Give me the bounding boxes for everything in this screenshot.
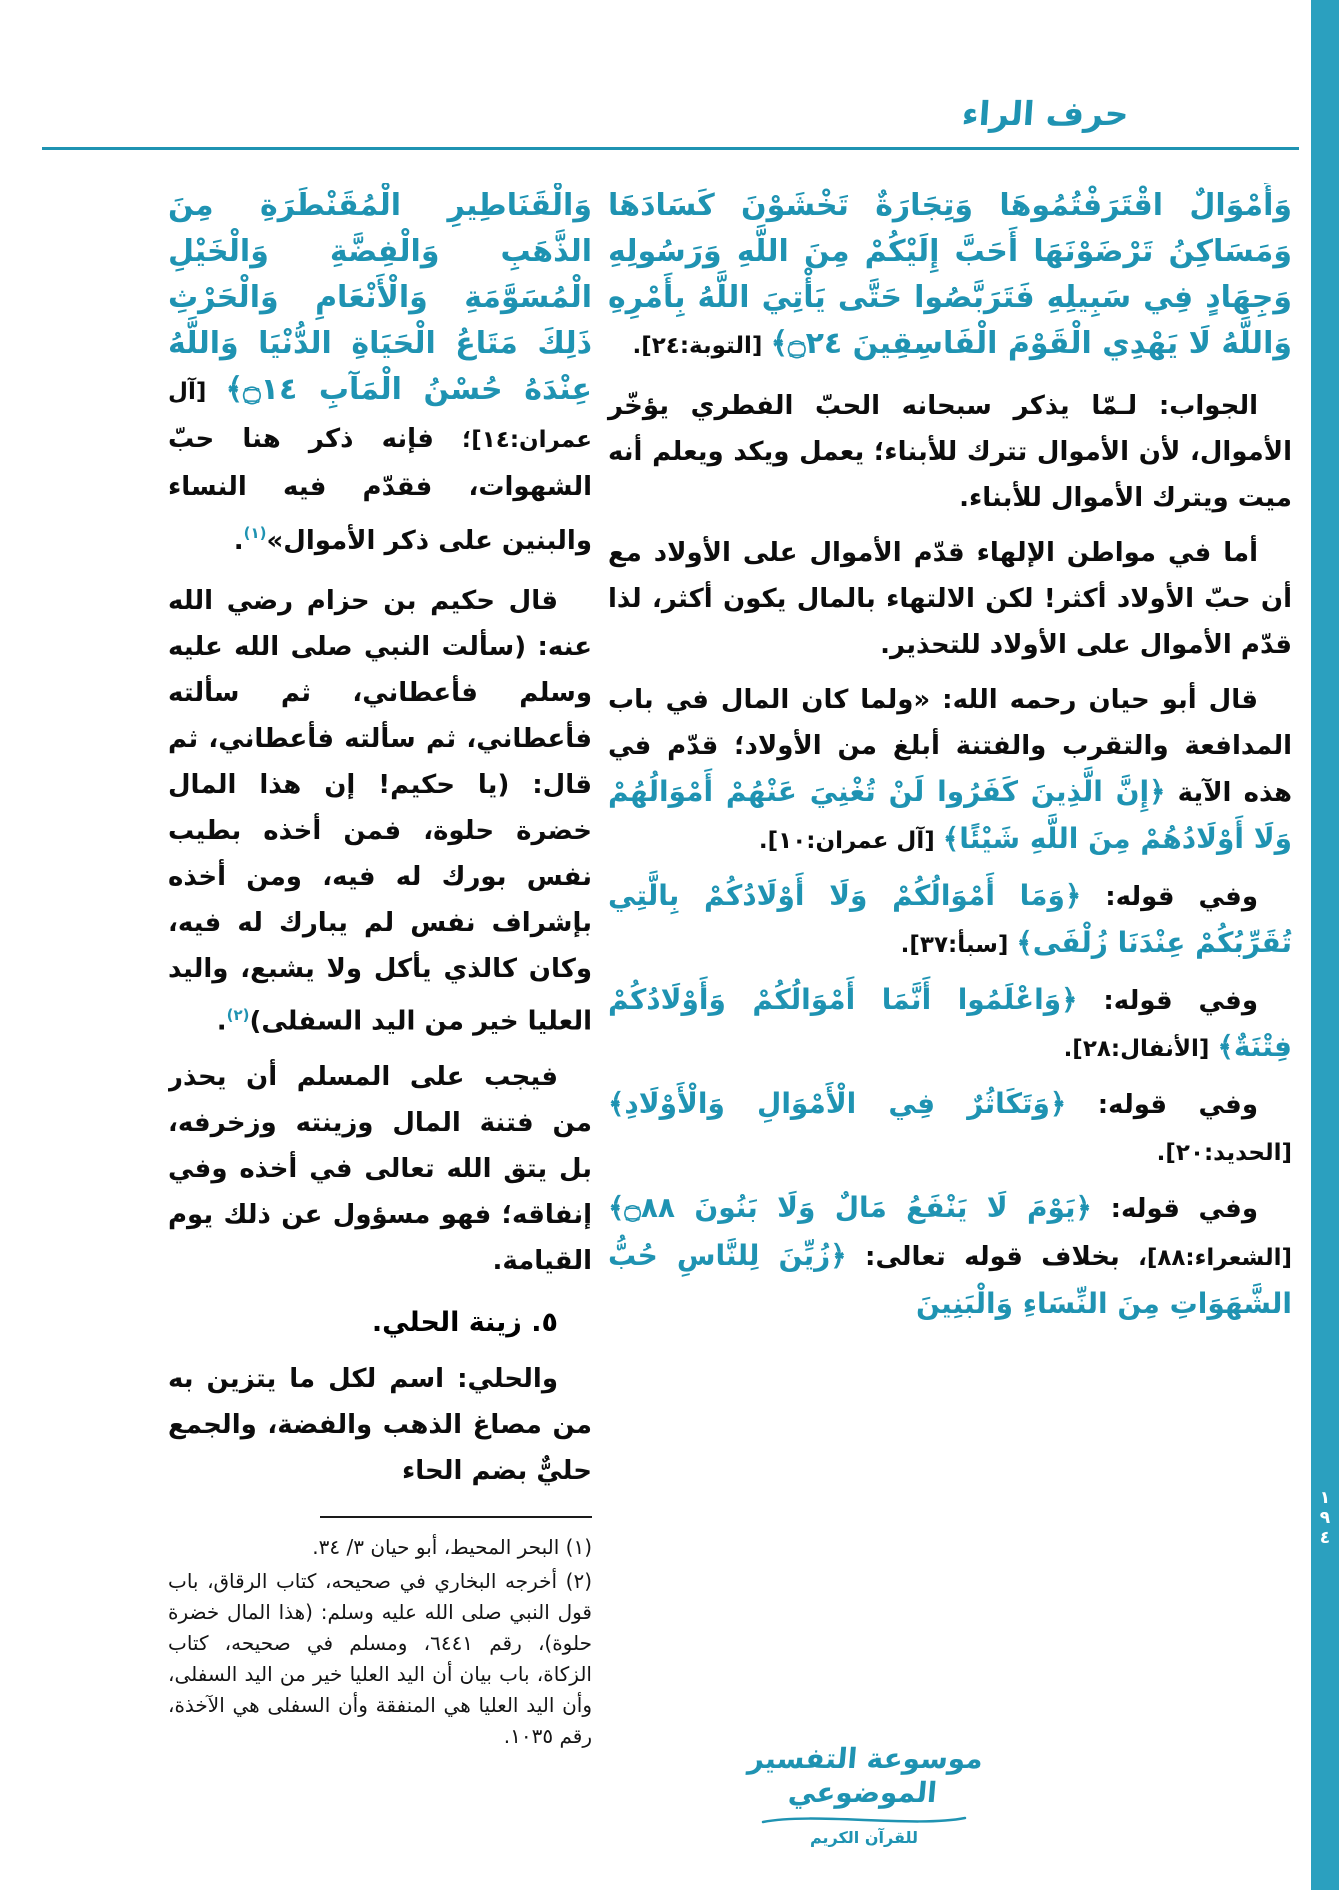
quran-verse-text: ﴿وَاعْلَمُوا أَنَّمَا أَمْوَالُكُمْ وَأَوْلَادُكُمْ فِتْنَةٌ﴾ <box>608 983 1292 1063</box>
paragraph <box>608 677 1292 864</box>
side-strip <box>1311 0 1339 1890</box>
quran-verse-block <box>608 183 1292 369</box>
calligraphy-flourish <box>759 1812 969 1826</box>
body-text: قال حكيم بن حزام رضي الله عنه: (سألت النبي صلى الله عليه وسلم فأعطاني، ثم سألته فأعطاني، ثم سألته فأعطاني، ثم قال: (يا حكيم! إن هذا المال خضرة حلوة، فمن أخذه بطيب نفس بورك له فيه، ومن أخذه بإشراف نفس لم يبارك له فيه، وكان كالذي يأكل ولا يشبع، واليد العليا خير من اليد السفلى) <box>168 586 592 1037</box>
body-text: (٢) أخرجه البخاري في صحيحه، كتاب الرقاق، باب قول النبي صلى الله عليه وسلم: (هذا المال خضرة حلوة)، رقم ٦٤٤١، ومسلم في صحيحه، كتاب الزكاة، باب بيان أن اليد العليا خير من اليد السفلى، وأن اليد العليا هي المنفقة وأن السفلى هي الآخذة، رقم ١٠٣٥. <box>168 1568 592 1748</box>
paragraph <box>608 383 1292 521</box>
verse-reference: [الشعراء:٨٨]، <box>1138 1245 1292 1271</box>
body-text: أما في مواطن الإلهاء قدّم الأموال على الأولاد مع أن حبّ الأولاد أكثر! لكن الالتهاء بالمال يكون أكثر، لذا قدّم الأموال على الأولاد للتحذير. <box>608 538 1292 660</box>
page-number-area <box>1311 1472 1339 1564</box>
paragraph <box>608 1185 1292 1328</box>
body-text: فيجب على المسلم أن يحذر من فتنة المال وزينته وزخرفه، بل يتق الله تعالى في أخذه وفي إنفاقه؛ فهو مسؤول عن ذلك يوم القيامة. <box>168 1061 592 1276</box>
verse-reference: [آل عمران:١٠]. <box>758 828 943 854</box>
quran-verse-text: ﴿إِنَّ الَّذِينَ كَفَرُوا لَنْ تُغْنِيَ عَنْهُمْ أَمْوَالُهُمْ وَلَا أَوْلَادُهُمْ مِنَ اللَّهِ شَيْئًا﴾ <box>608 775 1292 855</box>
body-text: فإنه ذكر هنا حبّ الشهوات، فقدّم فيه النساء والبنين على ذكر الأموال» <box>168 424 592 556</box>
header-rule <box>42 147 1299 150</box>
body-text: الجواب: لـمّا يذكر سبحانه الحبّ الفطري يؤخّر الأموال، لأن الأموال تترك للأبناء؛ يعمل ويكد ويعلم أنه ميت ويترك الأموال للأبناء. <box>608 391 1292 513</box>
quran-verse-text: وَالْقَنَاطِيرِ الْمُقَنْطَرَةِ مِنَ الذَّهَبِ وَالْفِضَّةِ وَالْخَيْلِ الْمُسَوَّمَةِ وَالْأَنْعَامِ وَالْحَرْثِ ذَلِكَ مَتَاعُ الْحَيَاةِ الدُّنْيَا وَاللَّهُ عِنْدَهُ حُسْنُ الْمَآبِ ۝١٤﴾ <box>168 188 593 407</box>
verse-reference: [سبأ:٣٧]. <box>900 932 1017 958</box>
verse-reference: [الأنفال:٢٨]. <box>1063 1036 1218 1062</box>
paragraph <box>168 1054 592 1284</box>
chapter-header-title: حرف الراء <box>961 94 1131 133</box>
body-text: وفي قوله: <box>1081 882 1258 912</box>
footnote-marker: (١) <box>243 524 267 542</box>
quran-verse-text: ﴿زُيِّنَ لِلنَّاسِ حُبُّ الشَّهَوَاتِ مِنَ النِّسَاءِ وَالْبَنِينَ <box>608 1239 1292 1320</box>
body-text: . <box>233 526 244 556</box>
body-text: وفي قوله: <box>1066 1090 1258 1120</box>
paragraph <box>608 530 1292 668</box>
text-column-left <box>168 183 592 1755</box>
quran-verse-text: وَأَمْوَالٌ اقْتَرَفْتُمُوهَا وَتِجَارَةٌ تَخْشَوْنَ كَسَادَهَا وَمَسَاكِنُ تَرْضَوْنَهَا أَحَبَّ إِلَيْكُمْ مِنَ اللَّهِ وَرَسُولِهِ وَجِهَادٍ فِي سَبِيلِهِ فَتَرَبَّصُوا حَتَّى يَأْتِيَ اللَّهُ بِأَمْرِهِ وَاللَّهُ لَا يَهْدِي الْقَوْمَ الْفَاسِقِينَ ۝٢٤﴾ <box>608 188 1292 361</box>
quran-verse-block <box>168 183 592 564</box>
verse-reference: [التوبة:٢٤]. <box>632 333 771 359</box>
quran-verse-text: ﴿وَمَا أَمْوَالُكُمْ وَلَا أَوْلَادُكُمْ بِالَّتِي تُقَرِّبُكُمْ عِنْدَنَا زُلْفَى﴾ <box>608 879 1292 959</box>
publisher-logo-title: موسوعة التفسير الموضوعي <box>746 1742 985 1809</box>
section-heading <box>168 1300 592 1346</box>
paragraph <box>608 977 1292 1072</box>
footnote <box>168 1566 592 1752</box>
text-column-right <box>608 183 1292 1337</box>
footnote <box>168 1532 592 1563</box>
paragraph <box>168 1356 592 1494</box>
body-text: (١) البحر المحيط، أبو حيان ٣/ ٣٤. <box>312 1534 592 1559</box>
paragraph <box>608 873 1292 968</box>
body-text: والحلي: اسم لكل ما يتزين به من مصاغ الذهب والفضة، والجمع حليٌّ بضم الحاء <box>168 1363 592 1486</box>
body-text: وفي قوله: <box>1077 986 1258 1016</box>
body-text: بخلاف قوله تعالى: <box>846 1242 1139 1272</box>
verse-reference: [الحديد:٢٠]. <box>1156 1140 1292 1166</box>
publisher-logo <box>719 1742 1009 1848</box>
body-text: ٥. زينة الحلي. <box>371 1306 558 1338</box>
body-text: وفي قوله: <box>1091 1194 1258 1224</box>
paragraph <box>608 1081 1292 1176</box>
publisher-logo-subtitle: للقرآن الكريم <box>809 1828 919 1847</box>
body-text: . <box>216 1006 227 1037</box>
body-text: قال أبو حيان رحمه الله: «ولما كان المال في باب المدافعة والتقرب والفتنة أبلغ من الأولاد؛ قدّم في هذه الآية <box>608 685 1292 808</box>
paragraph <box>168 578 592 1045</box>
page-content <box>168 183 1292 1755</box>
quran-verse-text: ﴿يَوْمَ لَا يَنْفَعُ مَالٌ وَلَا بَنُونَ ۝٨٨﴾ <box>608 1191 1092 1224</box>
footnote-marker: (٢) <box>226 1006 250 1024</box>
quran-verse-text: ﴿وَتَكَاثُرٌ فِي الْأَمْوَالِ وَالْأَوْلَادِ﴾ <box>608 1087 1067 1120</box>
page-number: ١٩٤ <box>1315 1488 1335 1548</box>
verse-reference: [آل عمران:١٤]؛ <box>168 379 592 453</box>
footnote-separator <box>320 1516 592 1518</box>
